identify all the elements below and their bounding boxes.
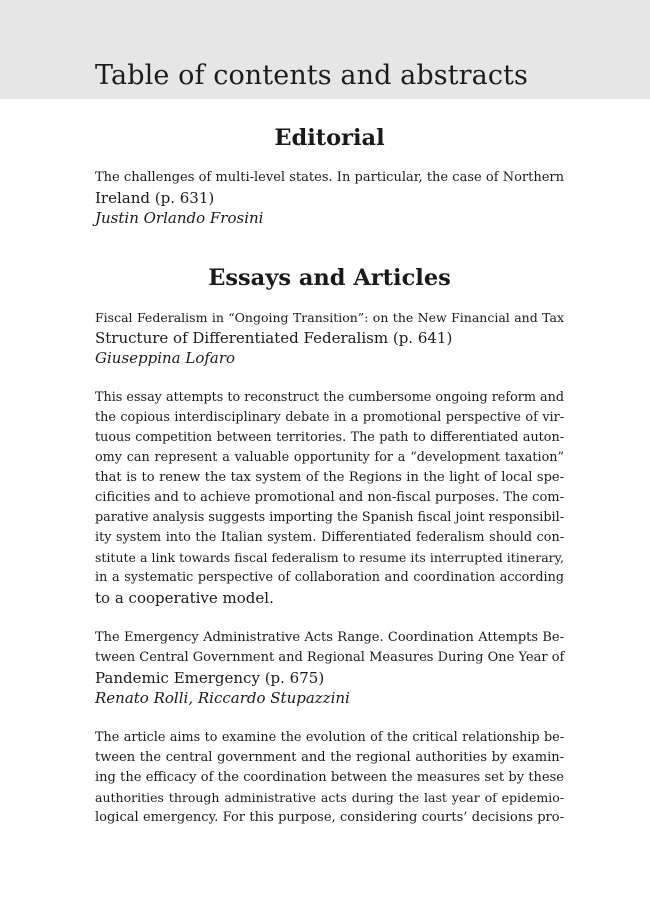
section-heading: Essays and Articles: [208, 265, 451, 291]
abstract-line: This essay attempts to reconstruct the cumbersome ongoing reform and: [95, 390, 564, 405]
entry-title-line: Structure of Differentiated Federalism (p. 641): [95, 329, 453, 347]
entry-author: Renato Rolli, Riccardo Stupazzini: [95, 689, 350, 707]
entry-abstract: [95, 728, 564, 828]
entry-title-line: The challenges of multi-level states. In particular, the case of Northern: [95, 170, 564, 185]
section-heading: Editorial: [274, 125, 385, 151]
entry-author: Giuseppina Lofaro: [95, 349, 236, 367]
section-essays-and-articles: [95, 265, 565, 828]
entry-title-line: Pandemic Emergency (p. 675): [95, 669, 325, 687]
abstract-line: stitute a link towards fiscal federalism to resume its interrupted itinerary,: [95, 550, 564, 565]
abstract-line: The article aims to examine the evolution of the critical relationship be-: [95, 730, 564, 745]
entry-title: [95, 308, 564, 348]
abstract-line: parative analysis suggests importing the Spanish fiscal joint responsibil-: [95, 510, 565, 525]
abstract-line: ity system into the Italian system. Differentiated federalism should con-: [95, 530, 564, 545]
entry-title-line: Ireland (p. 631): [95, 189, 215, 207]
entry-title-line: The Emergency Administrative Acts Range. Coordination Attempts Be-: [95, 630, 564, 645]
abstract-line: omy can represent a valuable opportunity for a “development taxation”: [95, 450, 564, 465]
entry-title: [95, 628, 564, 688]
abstract-line: in a systematic perspective of collaboration and coordination according: [95, 570, 564, 585]
abstract-line: ing the efficacy of the coordination between the measures set by these: [95, 770, 564, 785]
entry-title: [95, 168, 564, 208]
entry-abstract: [95, 388, 564, 608]
entry-title-line: tween Central Government and Regional Measures During One Year of: [95, 650, 565, 665]
abstract-line: authorities through administrative acts during the last year of epidemio-: [95, 790, 564, 805]
abstract-line: tween the central government and the regional authorities by examin-: [95, 750, 564, 765]
entry-author: Justin Orlando Frosini: [95, 209, 264, 227]
toc-entry: [95, 308, 564, 608]
entry-title-line: Fiscal Federalism in “Ongoing Transition”: on the New Financial and Tax: [95, 310, 564, 325]
abstract-line: that is to renew the tax system of the Regions in the light of local spe-: [95, 470, 564, 485]
abstract-line: cificities and to achieve promotional and non-fiscal purposes. The com-: [95, 490, 565, 505]
abstract-line: to a cooperative model.: [95, 589, 274, 607]
toc-entry: [95, 168, 564, 228]
abstract-line: logical emergency. For this purpose, considering courts’ decisions pro-: [95, 810, 564, 825]
contents-body: [95, 125, 565, 828]
page-title: Table of contents and abstracts: [95, 60, 528, 91]
abstract-line: the copious interdisciplinary debate in a promotional perspective of vir-: [95, 410, 564, 425]
toc-entry: [95, 628, 564, 828]
section-editorial: [95, 125, 564, 228]
abstract-line: tuous competition between territories. The path to differentiated auton-: [95, 430, 564, 445]
